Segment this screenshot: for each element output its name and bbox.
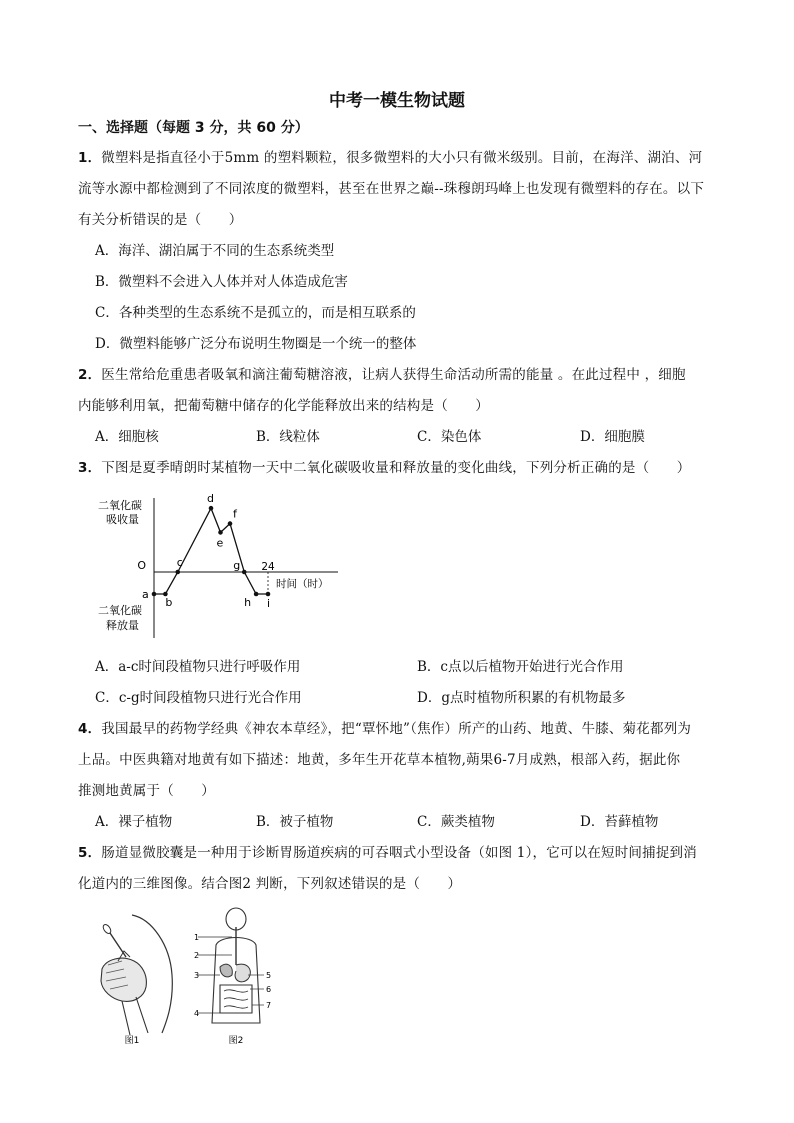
point-label-h: h — [244, 596, 252, 609]
tick-24-label: 24 — [261, 561, 275, 573]
q4-option-d: D．苔藓植物 — [580, 814, 659, 830]
co2-curve-line — [154, 508, 268, 594]
q1-option-a: A．海洋、湖泊属于不同的生态系统类型 — [95, 243, 335, 259]
co2-chart — [90, 492, 350, 642]
q4-text-3: 推测地黄属于（ ） — [78, 783, 215, 799]
fig2-label-5: 5 — [266, 971, 272, 980]
page-title: 中考一模生物试题 — [329, 91, 465, 111]
ylabel-bottom-1: 二氧化碳 — [98, 604, 142, 617]
point-label-d: d — [207, 492, 214, 506]
q3-text-1: 下图是夏季晴朗时某植物一天中二氧化碳吸收量和释放量的变化曲线，下列分析正确的是（ ） — [101, 460, 691, 476]
q1-line-1 — [78, 146, 702, 166]
figure-1-hand-capsule — [92, 905, 182, 1045]
q2-option-b: B．线粒体 — [256, 429, 320, 445]
q4-number: 4． — [78, 721, 102, 737]
point-d — [209, 506, 214, 511]
point-label-b: b — [165, 596, 173, 609]
chart-marks — [142, 492, 270, 610]
q1-option-b: B．微塑料不会进入人体并对人体造成危害 — [95, 274, 348, 290]
fig2-label-2: 2 — [194, 951, 200, 960]
q4-text-2: 上品。中医典籍对地黄有如下描述：地黄，多年生开花草本植物,蒴果6-7月成熟，根部入药，据此你 — [78, 752, 681, 768]
q2-option-d: D．细胞膜 — [580, 429, 645, 445]
fig2-label-6: 6 — [266, 985, 272, 994]
q2-text-2: 内能够利用氧，把葡萄糖中储存的化学能释放出来的结构是（ ） — [78, 398, 489, 414]
figure-1-caption: 图1 — [124, 1036, 140, 1045]
point-h — [254, 592, 259, 597]
q5-number: 5． — [78, 845, 102, 861]
figure-2-digestive-system — [192, 905, 282, 1045]
q1-text-3: 有关分析错误的是（ ） — [78, 212, 243, 228]
q1-text-2: 流等水源中都检测到了不同浓度的微塑料，甚至在世界之巅--珠穆朗玛峰上也发现有微塑料的存在。以下 — [78, 181, 705, 197]
q5-text-1: 肠道显微胶囊是一种用于诊断胃肠道疾病的可吞咽式小型设备（如图 1），它可以在短时间捕捉到消 — [101, 845, 697, 861]
q4-option-c: C．蕨类植物 — [417, 814, 495, 830]
q4-text-1: 我国最早的药物学经典《神农本草经》，把“覃怀地”（焦作）所产的山药、地黄、牛膝、菊花都列为 — [101, 721, 692, 737]
ylabel-bottom-2: 释放量 — [106, 619, 139, 632]
q2-option-c: C．染色体 — [417, 429, 482, 445]
q1-option-c: C．各种类型的生态系统不是孤立的，而是相互联系的 — [95, 305, 416, 321]
ylabel-top-1: 二氧化碳 — [98, 499, 142, 512]
fig2-label-1: 1 — [194, 933, 200, 942]
q1-text-1: 微塑料是指直径小于5mm 的塑料颗粒，很多微塑料的大小只有微米级别。目前，在海洋、湖泊、河 — [101, 150, 703, 166]
q2-text-1: 医生常给危重患者吸氧和滴注葡萄糖溶液，让病人获得生命活动所需的能量 。在此过程中 ，细胞 — [101, 367, 686, 383]
q2-number: 2． — [78, 367, 102, 383]
fig2-label-3: 3 — [194, 971, 200, 980]
point-f — [228, 521, 233, 526]
q3-line-1 — [78, 456, 690, 476]
point-label-f: f — [233, 507, 237, 521]
q3-option-b: B．c点以后植物开始进行光合作用 — [417, 659, 624, 675]
section-heading: 一、选择题（每题 3 分，共 60 分） — [78, 120, 309, 136]
point-g — [242, 570, 247, 575]
point-e — [218, 530, 223, 535]
point-label-g: g — [233, 559, 241, 572]
point-label-i: i — [267, 597, 271, 610]
q4-option-b: B．被子植物 — [256, 814, 334, 830]
x-axis-label: 时间（时） — [276, 578, 329, 590]
point-c — [175, 570, 180, 575]
q4-option-a: A．裸子植物 — [95, 814, 173, 830]
figure-2-caption: 图2 — [228, 1036, 244, 1045]
q3-option-a: A．a-c时间段植物只进行呼吸作用 — [95, 659, 301, 675]
point-label-e: e — [216, 536, 224, 550]
point-a — [152, 592, 157, 597]
fig2-label-7: 7 — [266, 1001, 272, 1010]
q5-line-1 — [78, 841, 697, 861]
q2-option-a: A．细胞核 — [95, 429, 159, 445]
point-label-c: c — [176, 556, 183, 569]
ylabel-top-2: 吸收量 — [106, 513, 139, 526]
q2-line-1 — [78, 363, 686, 383]
q3-option-d: D．g点时植物所积累的有机物最多 — [417, 690, 626, 706]
origin-label: O — [137, 559, 146, 572]
q3-option-c: C．c-g时间段植物只进行光合作用 — [95, 690, 302, 706]
q1-number: 1． — [78, 150, 102, 166]
q5-text-2: 化道内的三维图像。结合图2 判断，下列叙述错误的是（ ） — [78, 876, 462, 892]
point-label-a: a — [142, 588, 149, 601]
q1-option-d: D．微塑料能够广泛分布说明生物圈是一个统一的整体 — [95, 336, 417, 352]
fig2-label-4: 4 — [194, 1009, 200, 1018]
point-i — [266, 592, 271, 597]
q4-line-1 — [78, 717, 691, 737]
q3-number: 3． — [78, 460, 102, 476]
